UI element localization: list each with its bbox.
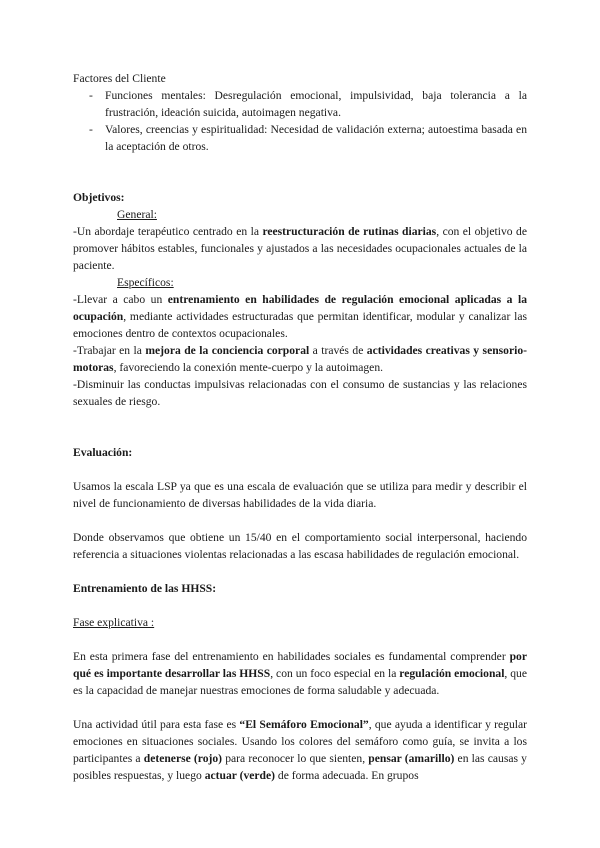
bullet-dash: - <box>89 123 93 136</box>
specific-objective-3: -Disminuir las conductas impulsivas relacionadas con el consumo de sustancias y las relaciones sexuales de riesgo. <box>73 378 527 408</box>
list-item: - Funciones mentales: Desregulación emocional, impulsividad, baja tolerancia a la frustración, ideación suicida, autoimagen negativa. <box>89 89 527 119</box>
client-factors-list <box>73 87 527 155</box>
general-label: General: <box>117 208 157 221</box>
training-paragraph-1: En esta primera fase del entrenamiento en habilidades sociales es fundamental comprender por qué es importante desarrollar las HHSS, con un foco especial en la regulación emocional, que es la capacidad de manejar nuestras emociones de forma saludable y adecuada. <box>73 650 528 697</box>
training-heading: Entrenamiento de las HHSS: <box>73 582 217 595</box>
specific-label: Específicos: <box>117 276 174 289</box>
specific-objective-2: -Trabajar en la mejora de la conciencia corporal a través de actividades creativas y sensorio-motoras, favoreciendo la conexión mente-cuerpo y la autoimagen. <box>73 344 527 374</box>
specific-objective-1: -Llevar a cabo un entrenamiento en habilidades de regulación emocional aplicadas a la ocupación, mediante actividades estructuradas que permitan identificar, modular y canalizar las emociones dentro de contextos ocupacionales. <box>73 293 527 340</box>
phase-label: Fase explicativa : <box>73 616 155 629</box>
evaluation-paragraph-1: Usamos la escala LSP ya que es una escala de evaluación que se utiliza para medir y describir el nivel de funcionamiento de diversas habilidades de la vida diaria. <box>73 480 527 510</box>
evaluation-heading: Evaluación: <box>73 446 133 459</box>
client-factors-title: Factores del Cliente <box>73 72 166 85</box>
training-paragraph-2: Una actividad útil para esta fase es “El Semáforo Emocional”, que ayuda a identificar y regular emociones en situaciones sociales. Usando los colores del semáforo como guía, se invita a los participantes a detenerse (rojo) para reconocer lo que sienten, pensar (amarillo) en las causas y posibles respuestas, y luego actuar (verde) de forma adecuada. En grupos <box>73 718 528 782</box>
evaluation-paragraph-2: Donde observamos que obtiene un 15/40 en el comportamiento social interpersonal, haciendo referencia a situaciones violentas relacionadas a las escasa habilidades de regulación emocional. <box>73 531 527 561</box>
general-objective: -Un abordaje terapéutico centrado en la reestructuración de rutinas diarias, con el objetivo de promover hábitos estables, funcionales y ajustados a las necesidades ocupacionales actuales de la paciente. <box>73 225 527 272</box>
bullet-dash: - <box>89 89 93 102</box>
objectives-heading: Objetivos: <box>73 191 125 204</box>
list-item: - Valores, creencias y espiritualidad: Necesidad de validación externa; autoestima basada en la aceptación de otros. <box>89 123 527 153</box>
document-content <box>73 70 527 784</box>
